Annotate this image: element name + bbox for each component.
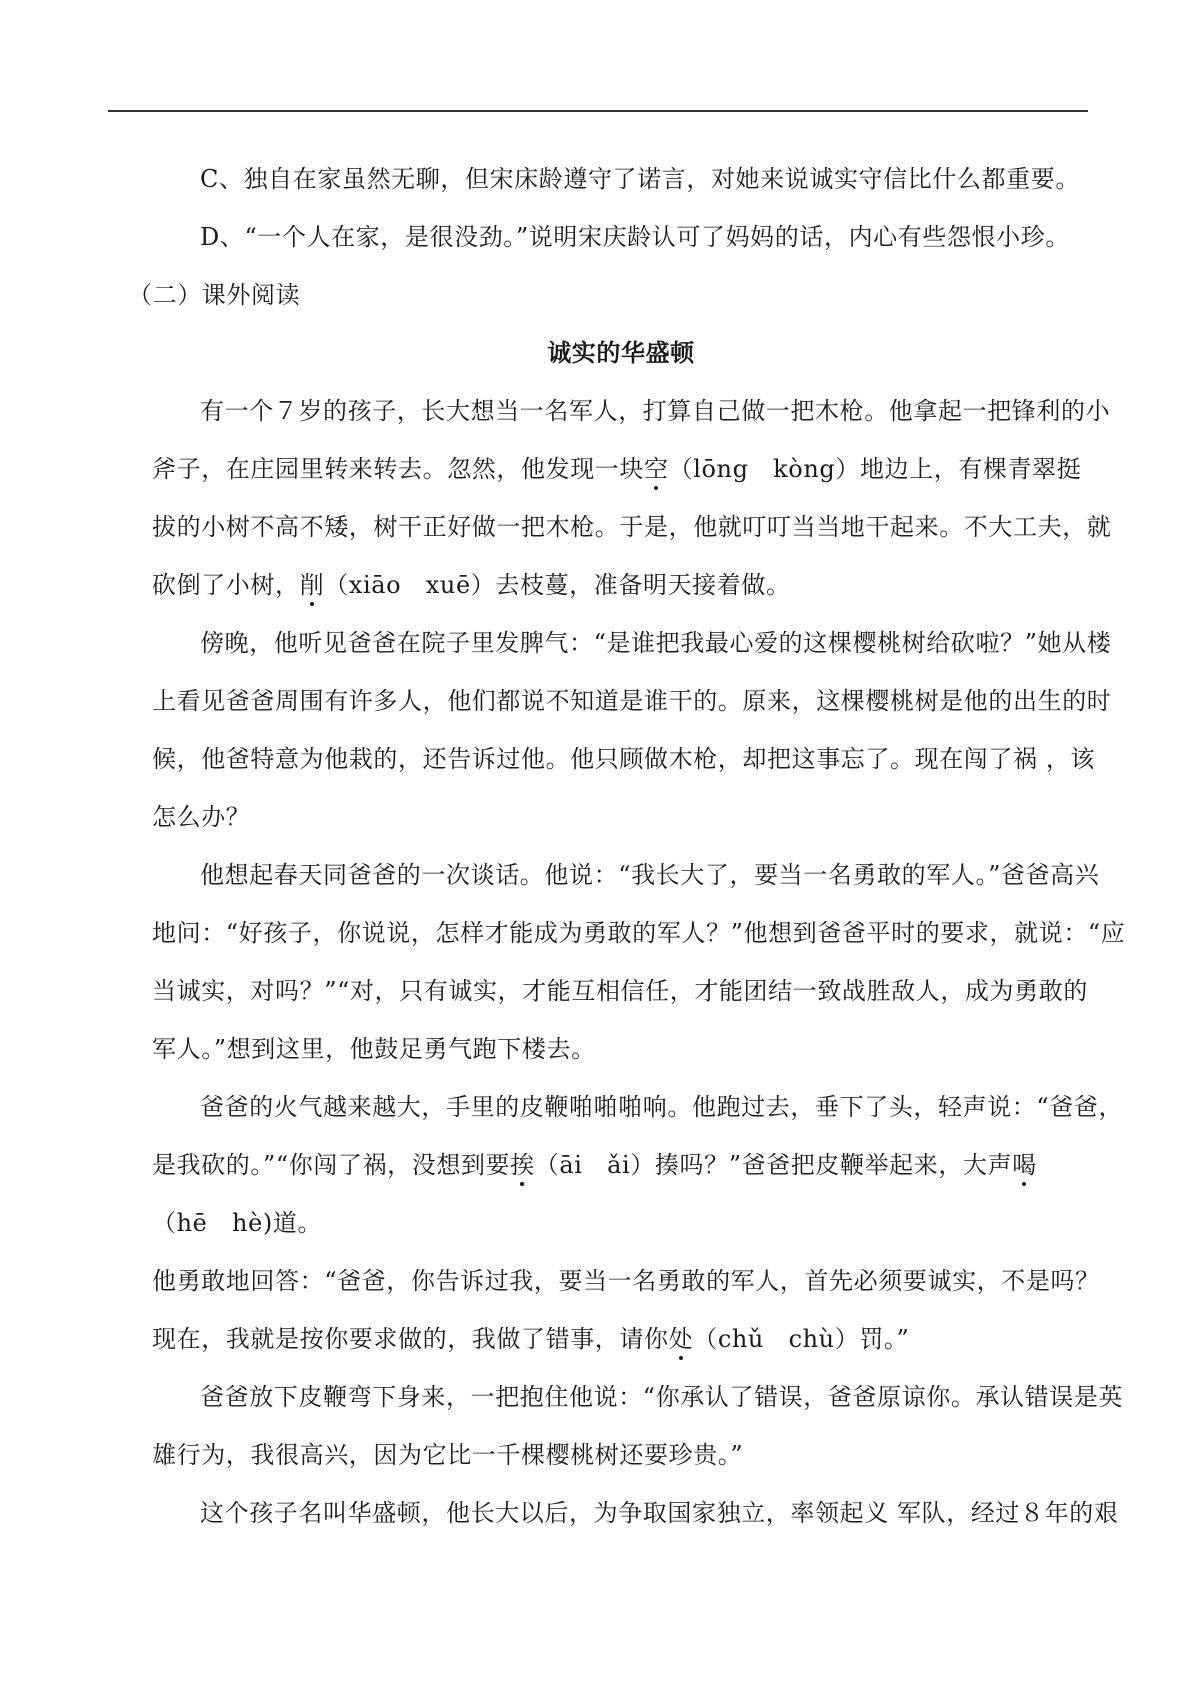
header-rule — [108, 110, 1088, 112]
document-page — [128, 150, 1126, 1542]
paragraph-line — [152, 440, 1090, 498]
paragraph-line: 拔的小树不高不矮，树干正好做一把木枪。于是，他就叮叮当当地干起来。不大工夫，就 — [152, 513, 1112, 541]
paragraph-line: 这个孩子名叫华盛顿，他长大以后，为争取国家独立，率领起义 军队，经过８年的艰 — [200, 1499, 1119, 1527]
text-run: （xiāo xuē）去枝蔓，准备明天接着做。 — [324, 571, 791, 599]
paragraph-5 — [152, 1252, 1100, 1368]
dotted-char: 空 — [644, 440, 669, 498]
paragraph-line: 爸爸放下皮鞭弯下身来，一把抱住他说：“你承认了错误，爸爸原谅你。承认错误是英 — [200, 1383, 1124, 1411]
paragraph-7 — [152, 1484, 1119, 1542]
text-run: （āi ǎi）揍吗？”爸爸把皮鞭举起来，大声 — [534, 1151, 1013, 1179]
passage-title: 诚实的华盛顿 — [547, 339, 695, 367]
paragraph-line: 他勇敢地回答：“爸爸，你告诉过我，要当一名勇敢的军人，首先必须要诚实，不是吗？ — [152, 1267, 1100, 1295]
paragraph-line — [152, 1310, 1090, 1368]
paragraph-line: 地问：“好孩子，你说说，怎样才能成为勇敢的军人？”他想到爸爸平时的要求，就说：“应 — [152, 919, 1126, 947]
paragraph-line: 有一个７岁的孩子，长大想当一名军人，打算自己做一把木枪。他拿起一把锋利的小 — [200, 397, 1111, 425]
text-run: （chǔ chù）罚。” — [693, 1325, 910, 1353]
text-run: 是我砍的。”“你闯了祸，没想到要 — [152, 1151, 511, 1179]
text-run: （lōng kòng）地边上，有棵青翠挺 — [668, 455, 1082, 483]
paragraph-line: 上看见爸爸周围有许多人，他们都说不知道是谁干的。原来，这棵樱桃树是他的出生的时 — [152, 687, 1112, 715]
paragraph-6 — [152, 1368, 1124, 1484]
paragraph-line: 候，他爸特意为他栽的，还告诉过他。他只顾做木枪，却把这事忘了。现在闯了祸 ，该 — [152, 745, 1096, 773]
dotted-char: 喝 — [1012, 1136, 1037, 1194]
paragraph-line: 雄行为，我很高兴，因为它比一千棵樱桃树还要珍贵。” — [152, 1441, 744, 1469]
text-run: 砍倒了小树， — [152, 571, 300, 599]
paragraph-line: 爸爸的火气越来越大，手里的皮鞭啪啪啪响。他跑过去，垂下了头，轻声说：“爸爸， — [200, 1093, 1124, 1121]
paragraph-4 — [152, 1078, 1124, 1252]
option-d: D、“一个人在家，是很没劲。”说明宋庆龄认可了妈妈的话，内心有些怨恨小珍。 — [200, 223, 1070, 251]
paragraph-line: 当诚实，对吗？”“对，只有诚实，才能互相信任，才能团结一致战胜敌人，成为勇敢的 — [152, 977, 1088, 1005]
dotted-char: 处 — [669, 1310, 694, 1368]
text-run: 现在，我就是按你要求做的，我做了错事，请你 — [152, 1325, 669, 1353]
paragraph-line — [152, 1136, 1090, 1194]
paragraph-line: 军人。”想到这里，他鼓足勇气跑下楼去。 — [152, 1035, 596, 1063]
paragraph-line: 怎么办？ — [152, 803, 251, 831]
paragraph-1 — [152, 382, 1112, 614]
paragraph-line — [152, 556, 1090, 614]
paragraph-3 — [152, 846, 1126, 1078]
paragraph-line: （hē hè)道。 — [152, 1209, 323, 1237]
paragraph-2 — [152, 614, 1112, 846]
paragraph-line: 傍晚，他听见爸爸在院子里发脾气：“是谁把我最心爱的这棵樱桃树给砍啦？”她从楼 — [200, 629, 1112, 657]
dotted-char: 挨 — [510, 1136, 535, 1194]
section-heading: （二）课外阅读 — [128, 281, 301, 309]
option-c: C、独自在家虽然无聊，但宋床龄遵守了诺言，对她来说诚实守信比什么都重要。 — [200, 165, 1080, 193]
dotted-char: 削 — [300, 556, 325, 614]
text-run: 斧子，在庄园里转来转去。忽然，他发现一块 — [152, 455, 644, 483]
paragraph-line: 他想起春天同爸爸的一次谈话。他说：“我长大了，要当一名勇敢的军人。”爸爸高兴 — [200, 861, 1100, 889]
